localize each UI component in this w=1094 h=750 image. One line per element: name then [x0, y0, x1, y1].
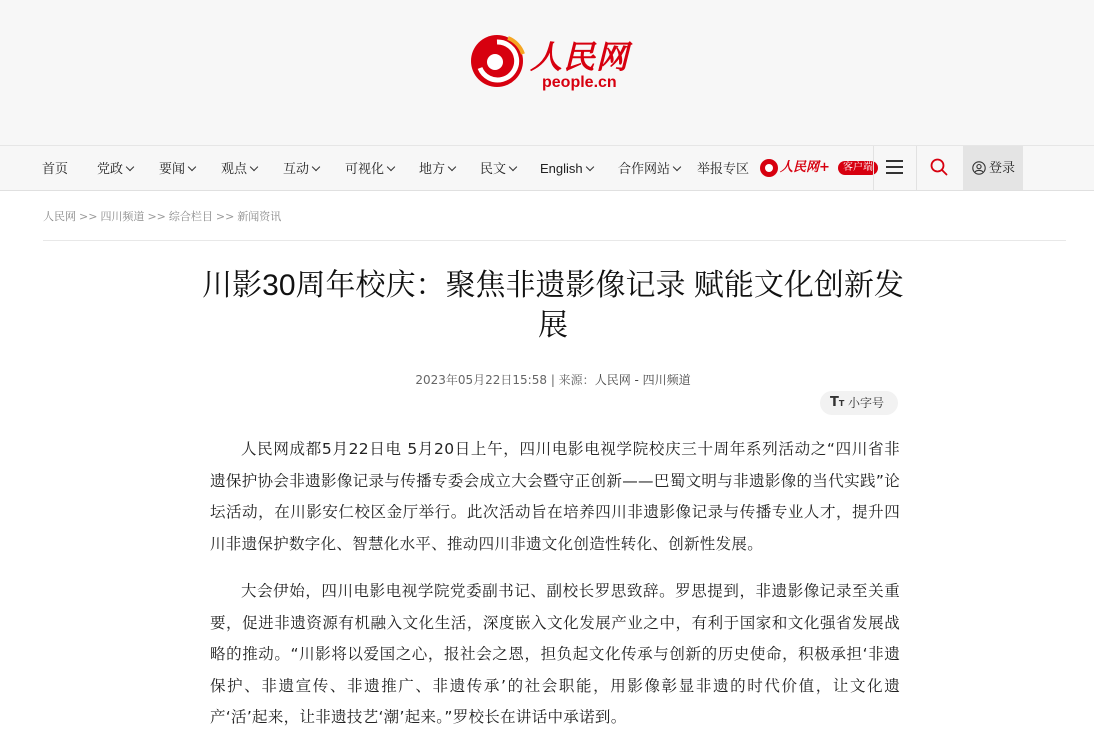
font-size-icon: TT — [830, 395, 845, 410]
article-source-label: | 来源： — [547, 373, 595, 387]
hamburger-menu-icon[interactable] — [886, 160, 903, 174]
nav-item-report[interactable]: 举报专区 — [697, 161, 750, 176]
login-button[interactable] — [963, 146, 1023, 190]
breadcrumb-separator: >> — [147, 210, 166, 223]
site-header — [0, 0, 1094, 146]
nav-item-minority[interactable]: 民文 — [480, 146, 516, 190]
article-datetime: 2023年05月22日15:58 — [415, 373, 547, 387]
chevron-down-icon — [312, 163, 320, 171]
nav-item-english[interactable]: English — [540, 146, 593, 190]
chevron-down-icon — [448, 163, 456, 171]
font-size-toggle[interactable] — [820, 391, 898, 415]
logo-english-text: people.cn — [542, 74, 617, 91]
chevron-down-icon — [188, 163, 196, 171]
breadcrumb-divider — [43, 240, 1066, 241]
chevron-down-icon — [250, 163, 258, 171]
breadcrumb-link-column[interactable]: 综合栏目 — [168, 210, 213, 223]
chevron-down-icon — [387, 163, 395, 171]
nav-divider — [916, 146, 917, 190]
nav-item-partners[interactable]: 合作网站 — [618, 146, 680, 190]
login-label: 登录 — [989, 161, 1016, 176]
chevron-down-icon — [126, 163, 134, 171]
article-paragraph: 大会伊始，四川电影电视学院党委副书记、副校长罗思致辞。罗思提到，非遗影像记录至关重要，促进非遗资源有机融入文化生活，深度嵌入文化发展产业之中，有利于国家和文化强省发展战略的推动。“川影将以爱国之心，报社会之恩，担负起文化传承与创新的历史使命，积极承担‘非遗保护、非遗宣传、非遗推广、非遗传承’的社会职能，用影像彰显非遗的时代价值，让文化遗产‘活’起来，让非遗技艺‘潮’起来。”罗校长在讲话中承诺到。 — [210, 582, 900, 726]
chevron-down-icon — [585, 163, 593, 171]
article-body — [210, 434, 900, 750]
nav-item-party[interactable]: 党政 — [97, 146, 133, 190]
article-paragraph: 人民网成都5月22日电 5月20日上午，四川电影电视学院校庆三十周年系列活动之“四川省非遗保护协会非遗影像记录与传播专委会成立大会暨守正创新——巴蜀文明与非遗影像的当代实践”论坛活动，在川影安仁校区金厅举行。此次活动旨在培养四川非遗影像记录与传播专业人才，提升四川非遗保护数字化、智慧化水平、推动四川非遗文化创造性转化、创新性发展。 — [210, 440, 900, 553]
nav-item-news[interactable]: 要闻 — [159, 146, 195, 190]
font-size-label: 小字号 — [848, 396, 885, 410]
breadcrumb — [43, 208, 281, 224]
breadcrumb-separator: >> — [79, 210, 98, 223]
user-icon — [972, 161, 986, 175]
search-icon[interactable] — [930, 158, 948, 176]
chevron-down-icon — [509, 163, 517, 171]
breadcrumb-link-sichuan[interactable]: 四川频道 — [100, 210, 145, 223]
article-title: 川影30周年校庆：聚焦非遗影像记录 赋能文化创新发展 — [202, 269, 904, 342]
nav-item-interact[interactable]: 互动 — [283, 146, 319, 190]
nav-item-local[interactable]: 地方 — [419, 146, 455, 190]
article-source-link[interactable]: 人民网 - 四川频道 — [594, 373, 691, 387]
app-name: 人民网+ — [780, 160, 830, 175]
nav-item-home[interactable]: 首页 — [42, 161, 69, 176]
logo-chinese-text: 人民网 — [530, 38, 630, 76]
app-tag: 客户端 — [838, 161, 878, 175]
breadcrumb-link-home[interactable]: 人民网 — [43, 210, 76, 223]
main-nav — [0, 146, 1094, 191]
people-app-icon — [760, 159, 778, 177]
nav-item-visual[interactable]: 可视化 — [345, 146, 394, 190]
breadcrumb-separator: >> — [215, 210, 235, 223]
breadcrumb-link-news[interactable]: 新闻资讯 — [237, 210, 282, 223]
nav-divider — [873, 146, 874, 190]
site-logo[interactable] — [468, 30, 648, 94]
chevron-down-icon — [673, 163, 681, 171]
people-logo-icon — [468, 32, 526, 90]
nav-item-opinion[interactable]: 观点 — [221, 146, 257, 190]
article-meta — [200, 371, 906, 388]
